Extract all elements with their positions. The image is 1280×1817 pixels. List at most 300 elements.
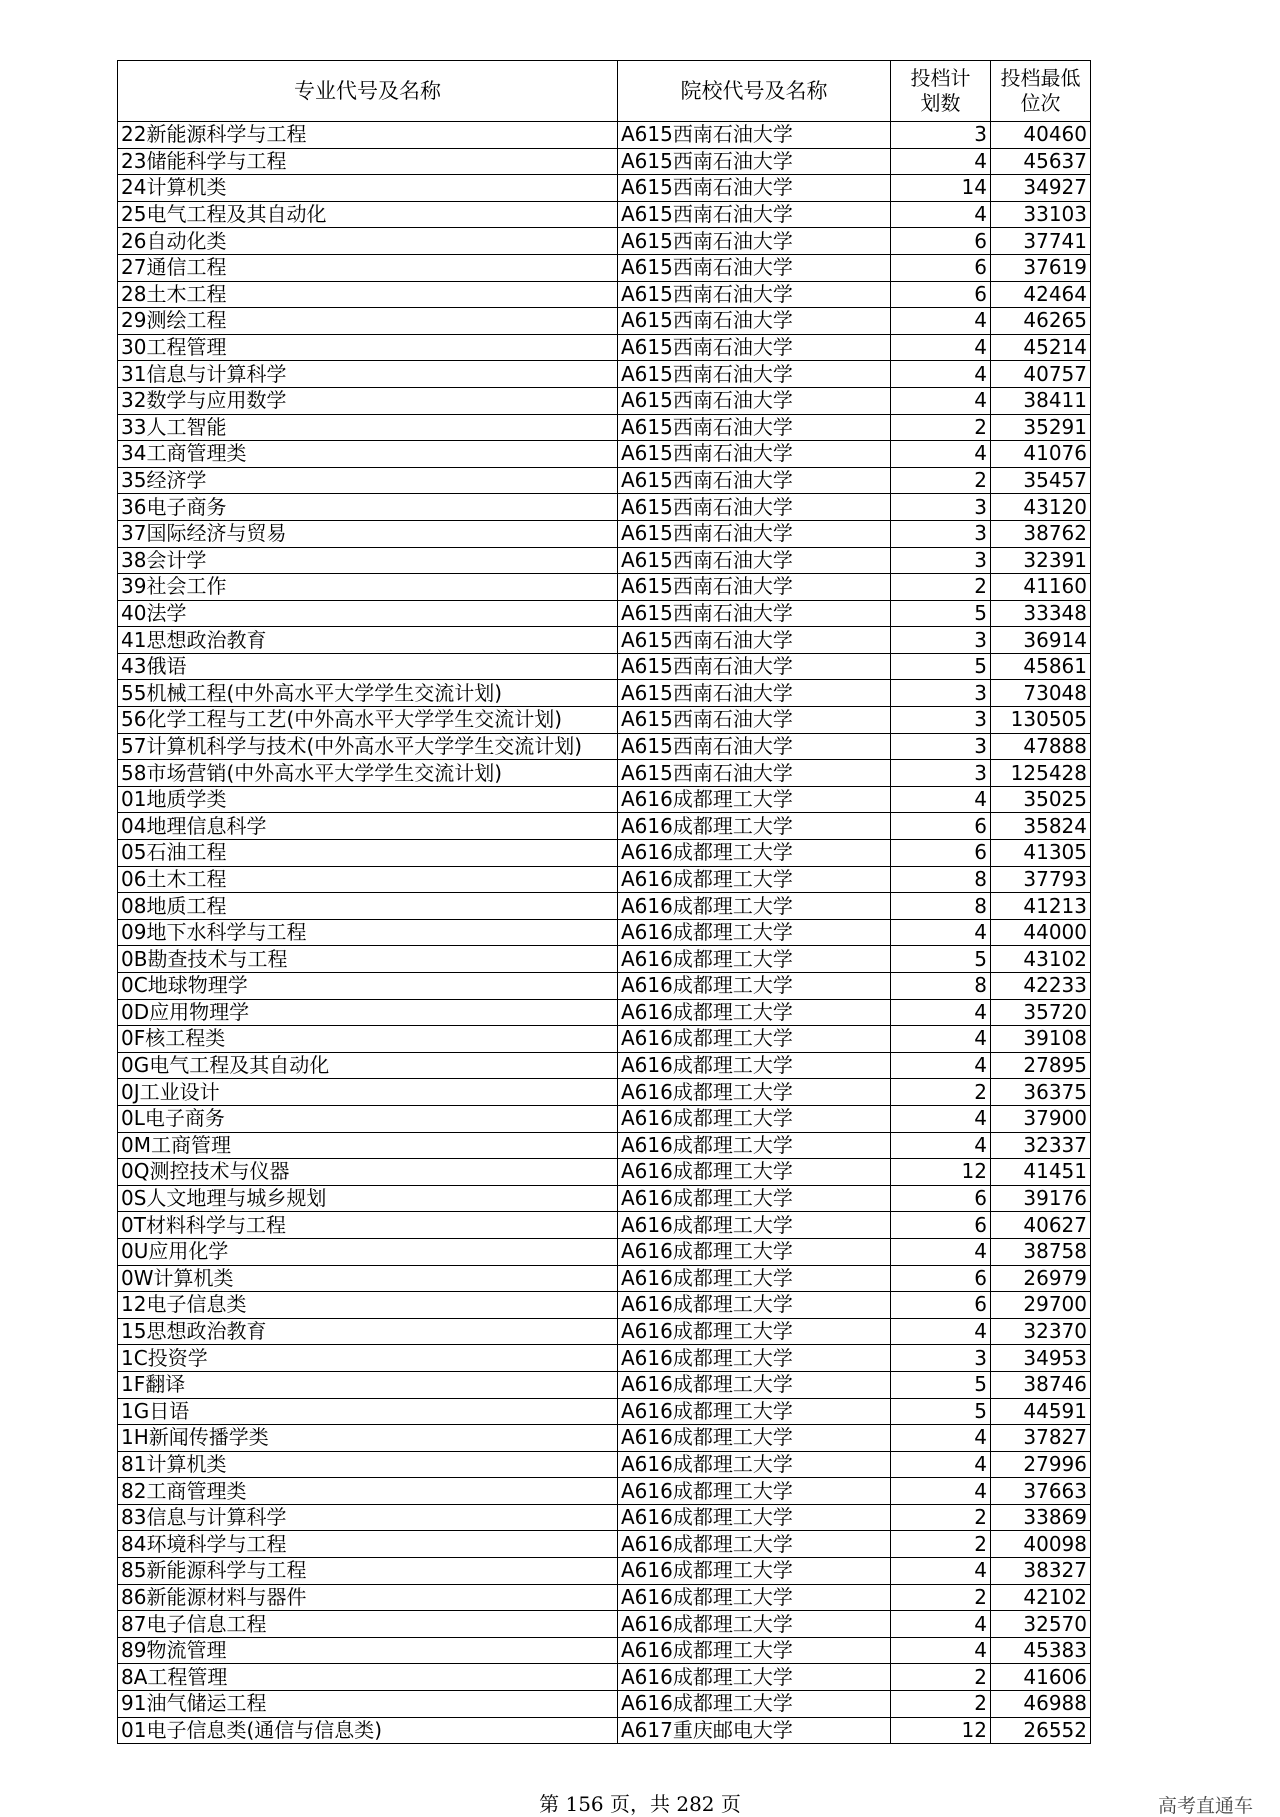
major-name-cell: 33人工智能 — [118, 414, 618, 441]
major-name-cell: 86新能源材料与器件 — [118, 1584, 618, 1611]
table-row — [118, 1132, 1091, 1159]
school-name-cell: A615西南石油大学 — [618, 547, 891, 574]
major-name-cell: 83信息与计算科学 — [118, 1504, 618, 1531]
plan-count-cell: 3 — [891, 760, 991, 787]
plan-count-cell: 4 — [891, 1451, 991, 1478]
major-name-cell: 22新能源科学与工程 — [118, 122, 618, 149]
table-row — [118, 1584, 1091, 1611]
plan-count-cell: 2 — [891, 1584, 991, 1611]
major-name-cell: 30工程管理 — [118, 334, 618, 361]
school-name-cell: A616成都理工大学 — [618, 813, 891, 840]
plan-count-cell: 6 — [891, 281, 991, 308]
school-name-cell: A616成都理工大学 — [618, 1345, 891, 1372]
plan-count-cell: 14 — [891, 175, 991, 202]
major-name-cell: 1C投资学 — [118, 1345, 618, 1372]
major-name-cell: 05石油工程 — [118, 840, 618, 867]
plan-count-cell: 3 — [891, 1345, 991, 1372]
school-name-cell: A615西南石油大学 — [618, 653, 891, 680]
table-row — [118, 1159, 1091, 1186]
min-rank-cell: 46265 — [991, 308, 1091, 335]
table-row — [118, 1425, 1091, 1452]
major-name-cell: 34工商管理类 — [118, 441, 618, 468]
header-min-rank-line2: 位次 — [1020, 91, 1061, 115]
school-name-cell: A616成都理工大学 — [618, 1611, 891, 1638]
major-name-cell: 32数学与应用数学 — [118, 387, 618, 414]
major-name-cell: 0C地球物理学 — [118, 973, 618, 1000]
school-name-cell: A615西南石油大学 — [618, 600, 891, 627]
major-name-cell: 57计算机科学与技术(中外高水平大学学生交流计划) — [118, 733, 618, 760]
school-name-cell: A615西南石油大学 — [618, 122, 891, 149]
plan-count-cell: 2 — [891, 1504, 991, 1531]
school-name-cell: A616成都理工大学 — [618, 786, 891, 813]
school-name-cell: A616成都理工大学 — [618, 946, 891, 973]
min-rank-cell: 35824 — [991, 813, 1091, 840]
major-name-cell: 15思想政治教育 — [118, 1318, 618, 1345]
table-row — [118, 1451, 1091, 1478]
plan-count-cell: 4 — [891, 919, 991, 946]
table-row — [118, 893, 1091, 920]
min-rank-cell: 130505 — [991, 707, 1091, 734]
min-rank-cell: 44000 — [991, 919, 1091, 946]
min-rank-cell: 32570 — [991, 1611, 1091, 1638]
major-name-cell: 0F核工程类 — [118, 1026, 618, 1053]
table-row — [118, 1371, 1091, 1398]
school-name-cell: A616成都理工大学 — [618, 1637, 891, 1664]
school-name-cell: A616成都理工大学 — [618, 866, 891, 893]
school-name-cell: A615西南石油大学 — [618, 467, 891, 494]
table-row — [118, 840, 1091, 867]
school-name-cell: A616成都理工大学 — [618, 973, 891, 1000]
major-name-cell: 87电子信息工程 — [118, 1611, 618, 1638]
plan-count-cell: 4 — [891, 1105, 991, 1132]
min-rank-cell: 38762 — [991, 520, 1091, 547]
table-row — [118, 334, 1091, 361]
header-plan-count-line2: 划数 — [920, 91, 961, 115]
table-row — [118, 760, 1091, 787]
min-rank-cell: 35457 — [991, 467, 1091, 494]
plan-count-cell: 8 — [891, 893, 991, 920]
major-name-cell: 89物流管理 — [118, 1637, 618, 1664]
major-name-cell: 91油气储运工程 — [118, 1691, 618, 1718]
plan-count-cell: 5 — [891, 653, 991, 680]
min-rank-cell: 36914 — [991, 627, 1091, 654]
min-rank-cell: 37741 — [991, 228, 1091, 255]
school-name-cell: A615西南石油大学 — [618, 627, 891, 654]
major-name-cell: 55机械工程(中外高水平大学学生交流计划) — [118, 680, 618, 707]
min-rank-cell: 125428 — [991, 760, 1091, 787]
major-name-cell: 0D应用物理学 — [118, 999, 618, 1026]
school-name-cell: A616成都理工大学 — [618, 1584, 891, 1611]
school-name-cell: A615西南石油大学 — [618, 148, 891, 175]
major-name-cell: 40法学 — [118, 600, 618, 627]
table-row — [118, 600, 1091, 627]
school-name-cell: A616成都理工大学 — [618, 999, 891, 1026]
major-name-cell: 25电气工程及其自动化 — [118, 201, 618, 228]
table-row — [118, 228, 1091, 255]
table-row — [118, 1238, 1091, 1265]
min-rank-cell: 37619 — [991, 254, 1091, 281]
plan-count-cell: 6 — [891, 813, 991, 840]
plan-count-cell: 2 — [891, 1531, 991, 1558]
plan-count-cell: 2 — [891, 467, 991, 494]
major-name-cell: 0M工商管理 — [118, 1132, 618, 1159]
table-row — [118, 973, 1091, 1000]
plan-count-cell: 6 — [891, 1265, 991, 1292]
table-row — [118, 308, 1091, 335]
plan-count-cell: 6 — [891, 1292, 991, 1319]
school-name-cell: A615西南石油大学 — [618, 680, 891, 707]
header-min-rank-line1: 投档最低 — [1000, 66, 1081, 90]
min-rank-cell: 73048 — [991, 680, 1091, 707]
min-rank-cell: 45214 — [991, 334, 1091, 361]
major-name-cell: 01电子信息类(通信与信息类) — [118, 1717, 618, 1744]
plan-count-cell: 3 — [891, 547, 991, 574]
plan-count-cell: 8 — [891, 866, 991, 893]
school-name-cell: A616成都理工大学 — [618, 1691, 891, 1718]
header-major-label: 专业代号及名称 — [294, 78, 441, 103]
table-row — [118, 707, 1091, 734]
table-row — [118, 1664, 1091, 1691]
plan-count-cell: 2 — [891, 414, 991, 441]
major-name-cell: 37国际经济与贸易 — [118, 520, 618, 547]
major-name-cell: 31信息与计算科学 — [118, 361, 618, 388]
table-row — [118, 1105, 1091, 1132]
min-rank-cell: 32337 — [991, 1132, 1091, 1159]
plan-count-cell: 2 — [891, 574, 991, 601]
plan-count-cell: 4 — [891, 1558, 991, 1585]
school-name-cell: A615西南石油大学 — [618, 308, 891, 335]
major-name-cell: 26自动化类 — [118, 228, 618, 255]
school-name-cell: A615西南石油大学 — [618, 361, 891, 388]
major-name-cell: 23储能科学与工程 — [118, 148, 618, 175]
school-name-cell: A616成都理工大学 — [618, 893, 891, 920]
min-rank-cell: 38411 — [991, 387, 1091, 414]
plan-count-cell: 4 — [891, 441, 991, 468]
major-name-cell: 41思想政治教育 — [118, 627, 618, 654]
major-name-cell: 0B勘查技术与工程 — [118, 946, 618, 973]
plan-count-cell: 4 — [891, 361, 991, 388]
table-row — [118, 733, 1091, 760]
table-row — [118, 1318, 1091, 1345]
school-name-cell: A615西南石油大学 — [618, 414, 891, 441]
plan-count-cell: 6 — [891, 840, 991, 867]
school-name-cell: A615西南石油大学 — [618, 175, 891, 202]
min-rank-cell: 33348 — [991, 600, 1091, 627]
plan-count-cell: 8 — [891, 973, 991, 1000]
table-row — [118, 1079, 1091, 1106]
school-name-cell: A616成都理工大学 — [618, 1159, 891, 1186]
min-rank-cell: 40627 — [991, 1212, 1091, 1239]
header-major — [118, 61, 618, 122]
school-name-cell: A616成都理工大学 — [618, 1664, 891, 1691]
school-name-cell: A616成都理工大学 — [618, 919, 891, 946]
min-rank-cell: 45637 — [991, 148, 1091, 175]
school-name-cell: A616成都理工大学 — [618, 1212, 891, 1239]
min-rank-cell: 45861 — [991, 653, 1091, 680]
plan-count-cell: 5 — [891, 946, 991, 973]
major-name-cell: 0L电子商务 — [118, 1105, 618, 1132]
plan-count-cell: 6 — [891, 254, 991, 281]
table-row — [118, 1637, 1091, 1664]
min-rank-cell: 41076 — [991, 441, 1091, 468]
table-row — [118, 1185, 1091, 1212]
plan-count-cell: 3 — [891, 494, 991, 521]
plan-count-cell: 4 — [891, 308, 991, 335]
min-rank-cell: 41451 — [991, 1159, 1091, 1186]
major-name-cell: 58市场营销(中外高水平大学学生交流计划) — [118, 760, 618, 787]
table-row — [118, 1052, 1091, 1079]
min-rank-cell: 42233 — [991, 973, 1091, 1000]
min-rank-cell: 32391 — [991, 547, 1091, 574]
plan-count-cell: 3 — [891, 627, 991, 654]
min-rank-cell: 37827 — [991, 1425, 1091, 1452]
header-school — [618, 61, 891, 122]
major-name-cell: 29测绘工程 — [118, 308, 618, 335]
plan-count-cell: 2 — [891, 1079, 991, 1106]
min-rank-cell: 43120 — [991, 494, 1091, 521]
table-row — [118, 1398, 1091, 1425]
school-name-cell: A616成都理工大学 — [618, 1504, 891, 1531]
table-row — [118, 1717, 1091, 1744]
plan-count-cell: 3 — [891, 707, 991, 734]
school-name-cell: A615西南石油大学 — [618, 254, 891, 281]
school-name-cell: A615西南石油大学 — [618, 574, 891, 601]
plan-count-cell: 4 — [891, 334, 991, 361]
school-name-cell: A615西南石油大学 — [618, 228, 891, 255]
min-rank-cell: 39108 — [991, 1026, 1091, 1053]
school-name-cell: A615西南石油大学 — [618, 733, 891, 760]
plan-count-cell: 4 — [891, 1637, 991, 1664]
major-name-cell: 1F翻译 — [118, 1371, 618, 1398]
plan-count-cell: 4 — [891, 1026, 991, 1053]
school-name-cell: A615西南石油大学 — [618, 201, 891, 228]
plan-count-cell: 4 — [891, 148, 991, 175]
school-name-cell: A615西南石油大学 — [618, 281, 891, 308]
major-name-cell: 0J工业设计 — [118, 1079, 618, 1106]
table-row — [118, 574, 1091, 601]
plan-count-cell: 4 — [891, 999, 991, 1026]
min-rank-cell: 44591 — [991, 1398, 1091, 1425]
min-rank-cell: 38327 — [991, 1558, 1091, 1585]
min-rank-cell: 39176 — [991, 1185, 1091, 1212]
table-row — [118, 999, 1091, 1026]
min-rank-cell: 37900 — [991, 1105, 1091, 1132]
table-row — [118, 201, 1091, 228]
table-row — [118, 946, 1091, 973]
school-name-cell: A616成都理工大学 — [618, 1105, 891, 1132]
school-name-cell: A616成都理工大学 — [618, 1265, 891, 1292]
major-name-cell: 04地理信息科学 — [118, 813, 618, 840]
major-name-cell: 01地质学类 — [118, 786, 618, 813]
table-row — [118, 494, 1091, 521]
plan-count-cell: 4 — [891, 1052, 991, 1079]
school-name-cell: A616成都理工大学 — [618, 1052, 891, 1079]
major-name-cell: 27通信工程 — [118, 254, 618, 281]
min-rank-cell: 41160 — [991, 574, 1091, 601]
table-row — [118, 866, 1091, 893]
min-rank-cell: 41305 — [991, 840, 1091, 867]
min-rank-cell: 33103 — [991, 201, 1091, 228]
major-name-cell: 85新能源科学与工程 — [118, 1558, 618, 1585]
min-rank-cell: 47888 — [991, 733, 1091, 760]
major-name-cell: 06土木工程 — [118, 866, 618, 893]
major-name-cell: 35经济学 — [118, 467, 618, 494]
table-row — [118, 1345, 1091, 1372]
table-row — [118, 281, 1091, 308]
school-name-cell: A615西南石油大学 — [618, 387, 891, 414]
table-row — [118, 786, 1091, 813]
table-row — [118, 813, 1091, 840]
page-footer: 第 156 页，共 282 页 — [539, 1792, 741, 1816]
table-row — [118, 387, 1091, 414]
major-name-cell: 38会计学 — [118, 547, 618, 574]
plan-count-cell: 3 — [891, 680, 991, 707]
plan-count-cell: 5 — [891, 600, 991, 627]
major-name-cell: 0S人文地理与城乡规划 — [118, 1185, 618, 1212]
school-name-cell: A615西南石油大学 — [618, 707, 891, 734]
plan-count-cell: 4 — [891, 201, 991, 228]
school-name-cell: A616成都理工大学 — [618, 1371, 891, 1398]
min-rank-cell: 42464 — [991, 281, 1091, 308]
table-row — [118, 1558, 1091, 1585]
plan-count-cell: 4 — [891, 1478, 991, 1505]
plan-count-cell: 6 — [891, 1185, 991, 1212]
min-rank-cell: 37793 — [991, 866, 1091, 893]
min-rank-cell: 37663 — [991, 1478, 1091, 1505]
plan-count-cell: 4 — [891, 1611, 991, 1638]
table-row — [118, 627, 1091, 654]
school-name-cell: A615西南石油大学 — [618, 334, 891, 361]
plan-count-cell: 6 — [891, 1212, 991, 1239]
table-row — [118, 547, 1091, 574]
min-rank-cell: 35720 — [991, 999, 1091, 1026]
header-row — [118, 61, 1091, 122]
min-rank-cell: 40098 — [991, 1531, 1091, 1558]
major-name-cell: 56化学工程与工艺(中外高水平大学学生交流计划) — [118, 707, 618, 734]
table-row — [118, 441, 1091, 468]
plan-count-cell: 12 — [891, 1159, 991, 1186]
plan-count-cell: 3 — [891, 122, 991, 149]
min-rank-cell: 35025 — [991, 786, 1091, 813]
plan-count-cell: 4 — [891, 786, 991, 813]
table-row — [118, 361, 1091, 388]
min-rank-cell: 38758 — [991, 1238, 1091, 1265]
plan-count-cell: 2 — [891, 1691, 991, 1718]
major-name-cell: 24计算机类 — [118, 175, 618, 202]
header-plan-count — [891, 61, 991, 122]
school-name-cell: A616成都理工大学 — [618, 840, 891, 867]
plan-count-cell: 3 — [891, 520, 991, 547]
school-name-cell: A616成都理工大学 — [618, 1318, 891, 1345]
min-rank-cell: 26979 — [991, 1265, 1091, 1292]
table-row — [118, 1265, 1091, 1292]
plan-count-cell: 4 — [891, 1318, 991, 1345]
major-name-cell: 08地质工程 — [118, 893, 618, 920]
min-rank-cell: 40757 — [991, 361, 1091, 388]
major-name-cell: 81计算机类 — [118, 1451, 618, 1478]
major-name-cell: 82工商管理类 — [118, 1478, 618, 1505]
table-row — [118, 919, 1091, 946]
min-rank-cell: 32370 — [991, 1318, 1091, 1345]
table-row — [118, 1212, 1091, 1239]
school-name-cell: A616成都理工大学 — [618, 1079, 891, 1106]
table-row — [118, 148, 1091, 175]
header-min-rank — [991, 61, 1091, 122]
plan-count-cell: 4 — [891, 1238, 991, 1265]
table-row — [118, 680, 1091, 707]
table-row — [118, 1531, 1091, 1558]
table-row — [118, 520, 1091, 547]
min-rank-cell: 46988 — [991, 1691, 1091, 1718]
school-name-cell: A615西南石油大学 — [618, 441, 891, 468]
major-name-cell: 43俄语 — [118, 653, 618, 680]
major-name-cell: 12电子信息类 — [118, 1292, 618, 1319]
major-name-cell: 84环境科学与工程 — [118, 1531, 618, 1558]
min-rank-cell: 27996 — [991, 1451, 1091, 1478]
major-name-cell: 0U应用化学 — [118, 1238, 618, 1265]
table-row — [118, 175, 1091, 202]
school-name-cell: A616成都理工大学 — [618, 1238, 891, 1265]
plan-count-cell: 5 — [891, 1371, 991, 1398]
major-name-cell: 09地下水科学与工程 — [118, 919, 618, 946]
admission-table — [117, 60, 1091, 1744]
table-body — [118, 122, 1091, 1744]
major-name-cell: 0Q测控技术与仪器 — [118, 1159, 618, 1186]
min-rank-cell: 34953 — [991, 1345, 1091, 1372]
plan-count-cell: 4 — [891, 1132, 991, 1159]
table-row — [118, 1292, 1091, 1319]
table-row — [118, 1611, 1091, 1638]
school-name-cell: A616成都理工大学 — [618, 1398, 891, 1425]
min-rank-cell: 34927 — [991, 175, 1091, 202]
school-name-cell: A616成都理工大学 — [618, 1531, 891, 1558]
school-name-cell: A616成都理工大学 — [618, 1558, 891, 1585]
school-name-cell: A616成都理工大学 — [618, 1185, 891, 1212]
school-name-cell: A616成都理工大学 — [618, 1026, 891, 1053]
school-name-cell: A616成都理工大学 — [618, 1425, 891, 1452]
table-row — [118, 1504, 1091, 1531]
plan-count-cell: 12 — [891, 1717, 991, 1744]
table-row — [118, 1691, 1091, 1718]
major-name-cell: 39社会工作 — [118, 574, 618, 601]
table-row — [118, 653, 1091, 680]
min-rank-cell: 45383 — [991, 1637, 1091, 1664]
major-name-cell: 1H新闻传播学类 — [118, 1425, 618, 1452]
school-name-cell: A617重庆邮电大学 — [618, 1717, 891, 1744]
min-rank-cell: 38746 — [991, 1371, 1091, 1398]
plan-count-cell: 6 — [891, 228, 991, 255]
school-name-cell: A615西南石油大学 — [618, 494, 891, 521]
major-name-cell: 28土木工程 — [118, 281, 618, 308]
header-school-label: 院校代号及名称 — [680, 78, 828, 103]
table-row — [118, 467, 1091, 494]
min-rank-cell: 33869 — [991, 1504, 1091, 1531]
min-rank-cell: 29700 — [991, 1292, 1091, 1319]
school-name-cell: A616成都理工大学 — [618, 1451, 891, 1478]
plan-count-cell: 3 — [891, 733, 991, 760]
major-name-cell: 0T材料科学与工程 — [118, 1212, 618, 1239]
min-rank-cell: 42102 — [991, 1584, 1091, 1611]
table-row — [118, 414, 1091, 441]
school-name-cell: A616成都理工大学 — [618, 1292, 891, 1319]
school-name-cell: A615西南石油大学 — [618, 760, 891, 787]
min-rank-cell: 27895 — [991, 1052, 1091, 1079]
school-name-cell: A615西南石油大学 — [618, 520, 891, 547]
watermark: 高考直通车 — [1158, 1795, 1254, 1817]
min-rank-cell: 43102 — [991, 946, 1091, 973]
major-name-cell: 8A工程管理 — [118, 1664, 618, 1691]
plan-count-cell: 4 — [891, 1425, 991, 1452]
